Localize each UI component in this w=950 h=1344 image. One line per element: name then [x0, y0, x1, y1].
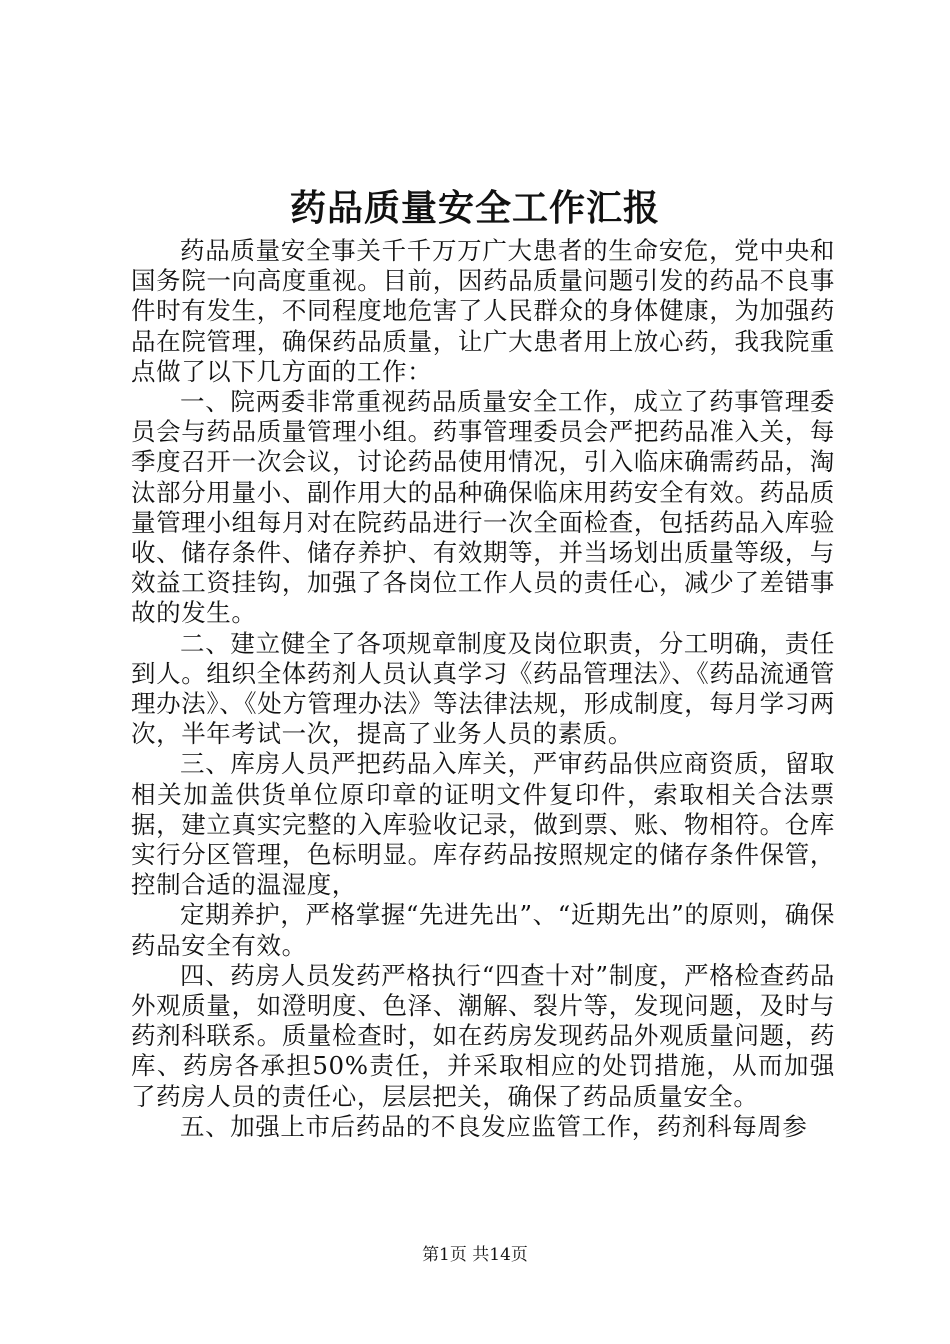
paragraph-section-3-continued: 定期养护，严格掌握“先进先出”、“近期先出”的原则，确保药品安全有效。: [131, 900, 835, 960]
document-body: [131, 236, 835, 1142]
paragraph-section-1: 一、院两委非常重视药品质量安全工作，成立了药事管理委员会与药品质量管理小组。药事管理委员会严把药品准入关，每季度召开一次会议，讨论药品使用情况，引入临床确需药品，淘汰部分用量小、副作用大的品种确保临床用药安全有效。药品质量管理小组每月对在院药品进行一次全面检查，包括药品入库验收、储存条件、储存养护、有效期等，并当场划出质量等级，与效益工资挂钩，加强了各岗位工作人员的责任心，减少了差错事故的发生。: [131, 387, 835, 628]
paragraph-section-2: 二、建立健全了各项规章制度及岗位职责，分工明确，责任到人。组织全体药剂人员认真学习《药品管理法》、《药品流通管理办法》、《处方管理办法》等法律法规，形成制度，每月学习两次，半年考试一次，提高了业务人员的素质。: [131, 628, 835, 749]
paragraph-section-3: 三、库房人员严把药品入库关，严审药品供应商资质，留取相关加盖供货单位原印章的证明文件复印件，索取相关合法票据，建立真实完整的入库验收记录，做到票、账、物相符。仓库实行分区管理，色标明显。库存药品按照规定的储存条件保管，控制合适的温湿度，: [131, 749, 835, 900]
paragraph-section-4: 四、药房人员发药严格执行“四查十对”制度，严格检查药品外观质量，如澄明度、色泽、潮解、裂片等，发现问题，及时与药剂科联系。质量检查时，如在药房发现药品外观质量问题，药库、药房各承担50%责任，并采取相应的处罚措施，从而加强了药房人员的责任心，层层把关，确保了药品质量安全。: [131, 960, 835, 1111]
paragraph-intro: 药品质量安全事关千千万万广大患者的生命安危，党中央和国务院一向高度重视。目前，因药品质量问题引发的药品不良事件时有发生，不同程度地危害了人民群众的身体健康，为加强药品在院管理，确保药品质量，让广大患者用上放心药，我我院重点做了以下几方面的工作：: [131, 236, 835, 386]
paragraph-section-5: 五、加强上市后药品的不良发应监管工作，药剂科每周参: [180, 1111, 808, 1141]
document-title: 药品质量安全工作汇报: [289, 187, 660, 229]
page-footer: 第1页 共14页: [422, 1245, 528, 1265]
